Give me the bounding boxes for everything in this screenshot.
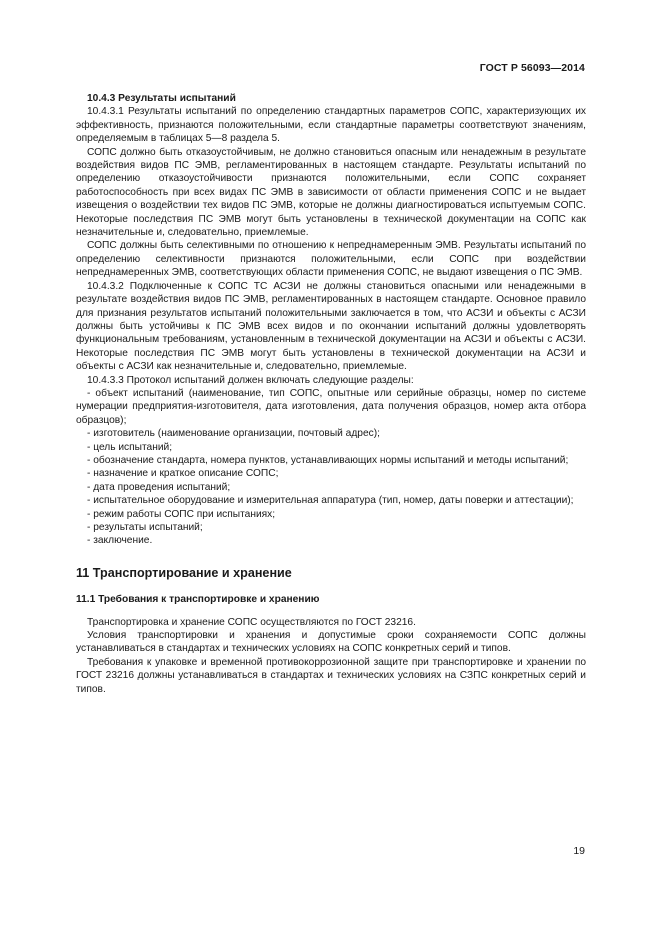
- paragraph-10-4-3-2: 10.4.3.2 Подключенные к СОПС ТС АСЗИ не должны становиться опасными или ненадежными в результате воздействия видов ПС ЭМВ, регламентированных в настоящем стандарте. Основное правило для признания результатов испытаний положительными заключается в том, что АСЗИ и объекты с АСЗИ должны быть устойчивы к ПС ЭМВ всех видов и по окончании испытаний должны удовлетворять функциональным требованиям, установленным в технической документации на АСЗИ и объекты с АСЗИ. Некоторые последствия ПС ЭМВ могут быть установлены в технической документации на АСЗИ и объекты с АСЗИ как незначительные и, следовательно, приемлемые.: [76, 280, 586, 373]
- list-item: - изготовитель (наименование организации, почтовый адрес);: [87, 428, 380, 440]
- list-item: - дата проведения испытаний;: [87, 481, 231, 493]
- list-item: - испытательное оборудование и измерительная аппаратура (тип, номер, даты поверки и аттестации);: [87, 495, 574, 507]
- paragraph-11-1-a: Транспортировка и хранение СОПС осуществляются по ГОСТ 23216.: [87, 616, 416, 628]
- paragraph-10-4-3-1: 10.4.3.1 Результаты испытаний по определению стандартных параметров СОПС, характеризующих их эффективность, признаются положительными, если стандартные параметры соответствуют значениям, определяемым в таблицах 5—8 раздела 5.: [76, 106, 586, 145]
- paragraph-10-4-3-3: 10.4.3.3 Протокол испытаний должен включать следующие разделы:: [87, 374, 414, 386]
- heading-10-4-3: 10.4.3 Результаты испытаний: [87, 93, 236, 104]
- page-number: 19: [573, 845, 585, 857]
- heading-section-11: 11 Транспортирование и хранение: [76, 565, 292, 580]
- paragraph-selectivity: СОПС должны быть селективными по отношению к непреднамеренным ЭМВ. Результаты испытаний по определению селективности признаются положительными, если СОПС при воздействии непреднамеренных ЭМВ, соответствующих области применения СОПС, не выдают извещения о ПС ЭМВ.: [76, 240, 586, 279]
- heading-11-1: 11.1 Требования к транспортировке и хранению: [76, 594, 320, 606]
- page-content: [76, 92, 586, 696]
- list-item: - цель испытаний;: [87, 441, 173, 453]
- paragraph-fault-tolerance: СОПС должно быть отказоустойчивым, не должно становиться опасным или ненадежным в результате воздействия видов ПС ЭМВ, регламентированных в настоящем стандарте. Результаты испытаний по определению отказоустойчивости признаются положительными, если СОПС сохраняет работоспособность при всех видах ПС ЭМВ в зависимости от области применения СОПС и не выдает извещения о воздействии тех видов ПС ЭМВ, которые не должны диагностироваться испытуемым СОПС. Некоторые последствия ПС ЭМВ могут быть установлены в технической документации на СОПС как незначительные и, следовательно, приемлемые.: [76, 146, 586, 239]
- list-item: - режим работы СОПС при испытаниях;: [87, 508, 276, 520]
- paragraph-11-1-c: Требования к упаковке и временной противокоррозионной защите при транспортировке и хранении по ГОСТ 23216 должны устанавливаться в стандартах и технических условиях на СЗПС конкретных серий и типов.: [76, 656, 586, 695]
- list-item: - результаты испытаний;: [87, 522, 203, 533]
- list-item: - назначение и краткое описание СОПС;: [87, 468, 279, 480]
- standard-header: ГОСТ Р 56093—2014: [479, 62, 585, 74]
- list-item: - объект испытаний (наименование, тип СОПС, опытные или серийные образцы, номер по системе нумерации предприятия-изготовителя, дата изготовления, дата получения образцов, номер акта отбора образцов);: [76, 387, 586, 426]
- list-item: - заключение.: [87, 535, 153, 547]
- paragraph-11-1-b: Условия транспортировки и хранения и допустимые сроки сохраняемости СОПС должны устанавливаться в стандартах и технических условиях на СОПС конкретных серий и типов.: [76, 630, 586, 655]
- list-item: - обозначение стандарта, номера пунктов, устанавливающих нормы испытаний и методы испытаний;: [87, 454, 569, 466]
